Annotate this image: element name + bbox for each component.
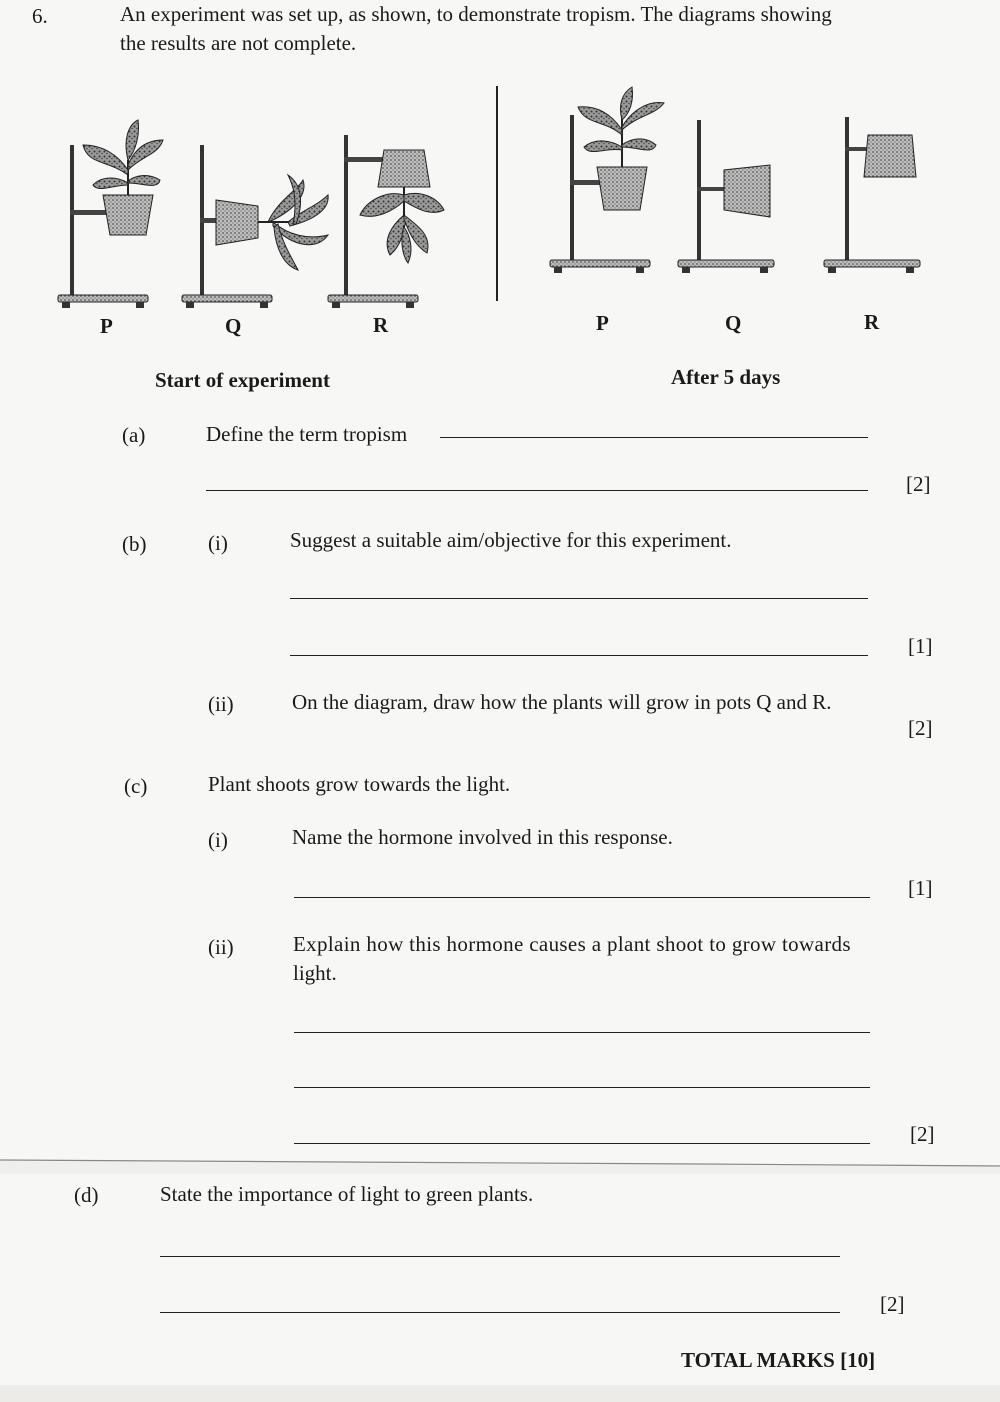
answer-line[interactable] — [294, 1087, 870, 1088]
plant-stand-icon — [178, 140, 333, 310]
part-c-i-text: Name the hormone involved in this response. — [292, 825, 673, 849]
part-d-mark: [2] — [880, 1292, 905, 1316]
answer-line[interactable] — [290, 655, 868, 656]
part-c-text: Plant shoots grow towards the light. — [208, 772, 511, 796]
part-c-ii-text-line2: light. — [293, 961, 337, 985]
part-a-label: (a) — [122, 423, 146, 447]
label-r-after: R — [864, 310, 880, 334]
page-fold — [0, 1152, 1000, 1174]
part-b-i-text: Suggest a suitable aim/objective for this experiment. — [290, 528, 732, 552]
answer-line[interactable] — [294, 897, 870, 898]
page-edge — [0, 1385, 1000, 1402]
part-c-i-mark: [1] — [908, 876, 933, 900]
part-d-label: (d) — [74, 1183, 99, 1207]
answer-line[interactable] — [294, 1032, 870, 1033]
part-b-ii-text: On the diagram, draw how the plants will grow in pots Q and R. — [292, 690, 832, 714]
answer-line[interactable] — [294, 1143, 870, 1144]
part-c-ii-text-line1: Explain how this hormone causes a plant shoot to grow towards — [293, 932, 851, 956]
part-b-ii-label: (ii) — [208, 692, 234, 716]
label-q-after: Q — [725, 311, 742, 335]
plant-stand-icon — [322, 135, 447, 310]
figure-divider — [496, 86, 498, 301]
caption-after: After 5 days — [671, 365, 781, 389]
part-a-mark: [2] — [906, 472, 931, 496]
label-p-after: P — [596, 311, 609, 335]
caption-start: Start of experiment — [155, 368, 330, 392]
question-stem-line2: the results are not complete. — [120, 31, 357, 55]
part-c-ii-label: (ii) — [208, 935, 234, 959]
label-q-start: Q — [225, 314, 242, 338]
question-number: 6. — [32, 4, 48, 28]
pot-stand-icon — [820, 115, 925, 280]
label-p-start: P — [100, 314, 113, 338]
answer-line[interactable] — [160, 1256, 840, 1257]
part-b-i-label: (i) — [208, 531, 228, 555]
answer-line[interactable] — [440, 437, 868, 438]
answer-line[interactable] — [290, 598, 868, 599]
part-b-label: (b) — [122, 532, 147, 556]
part-c-label: (c) — [124, 774, 148, 798]
answer-line[interactable] — [160, 1312, 840, 1313]
plant-stand-icon — [540, 85, 670, 280]
plant-stand-icon — [48, 115, 163, 310]
pot-stand-icon — [672, 115, 782, 280]
part-c-ii-mark: [2] — [910, 1122, 935, 1146]
part-d-text: State the importance of light to green plants. — [160, 1182, 534, 1206]
part-b-i-mark: [1] — [908, 634, 933, 658]
answer-line[interactable] — [206, 490, 868, 491]
part-c-i-label: (i) — [208, 828, 228, 852]
total-marks: TOTAL MARKS [10] — [681, 1348, 876, 1372]
label-r-start: R — [373, 313, 389, 337]
part-b-ii-mark: [2] — [908, 716, 933, 740]
question-stem-line1: An experiment was set up, as shown, to demonstrate tropism. The diagrams showing — [120, 2, 832, 26]
part-a-text: Define the term tropism — [206, 422, 408, 446]
